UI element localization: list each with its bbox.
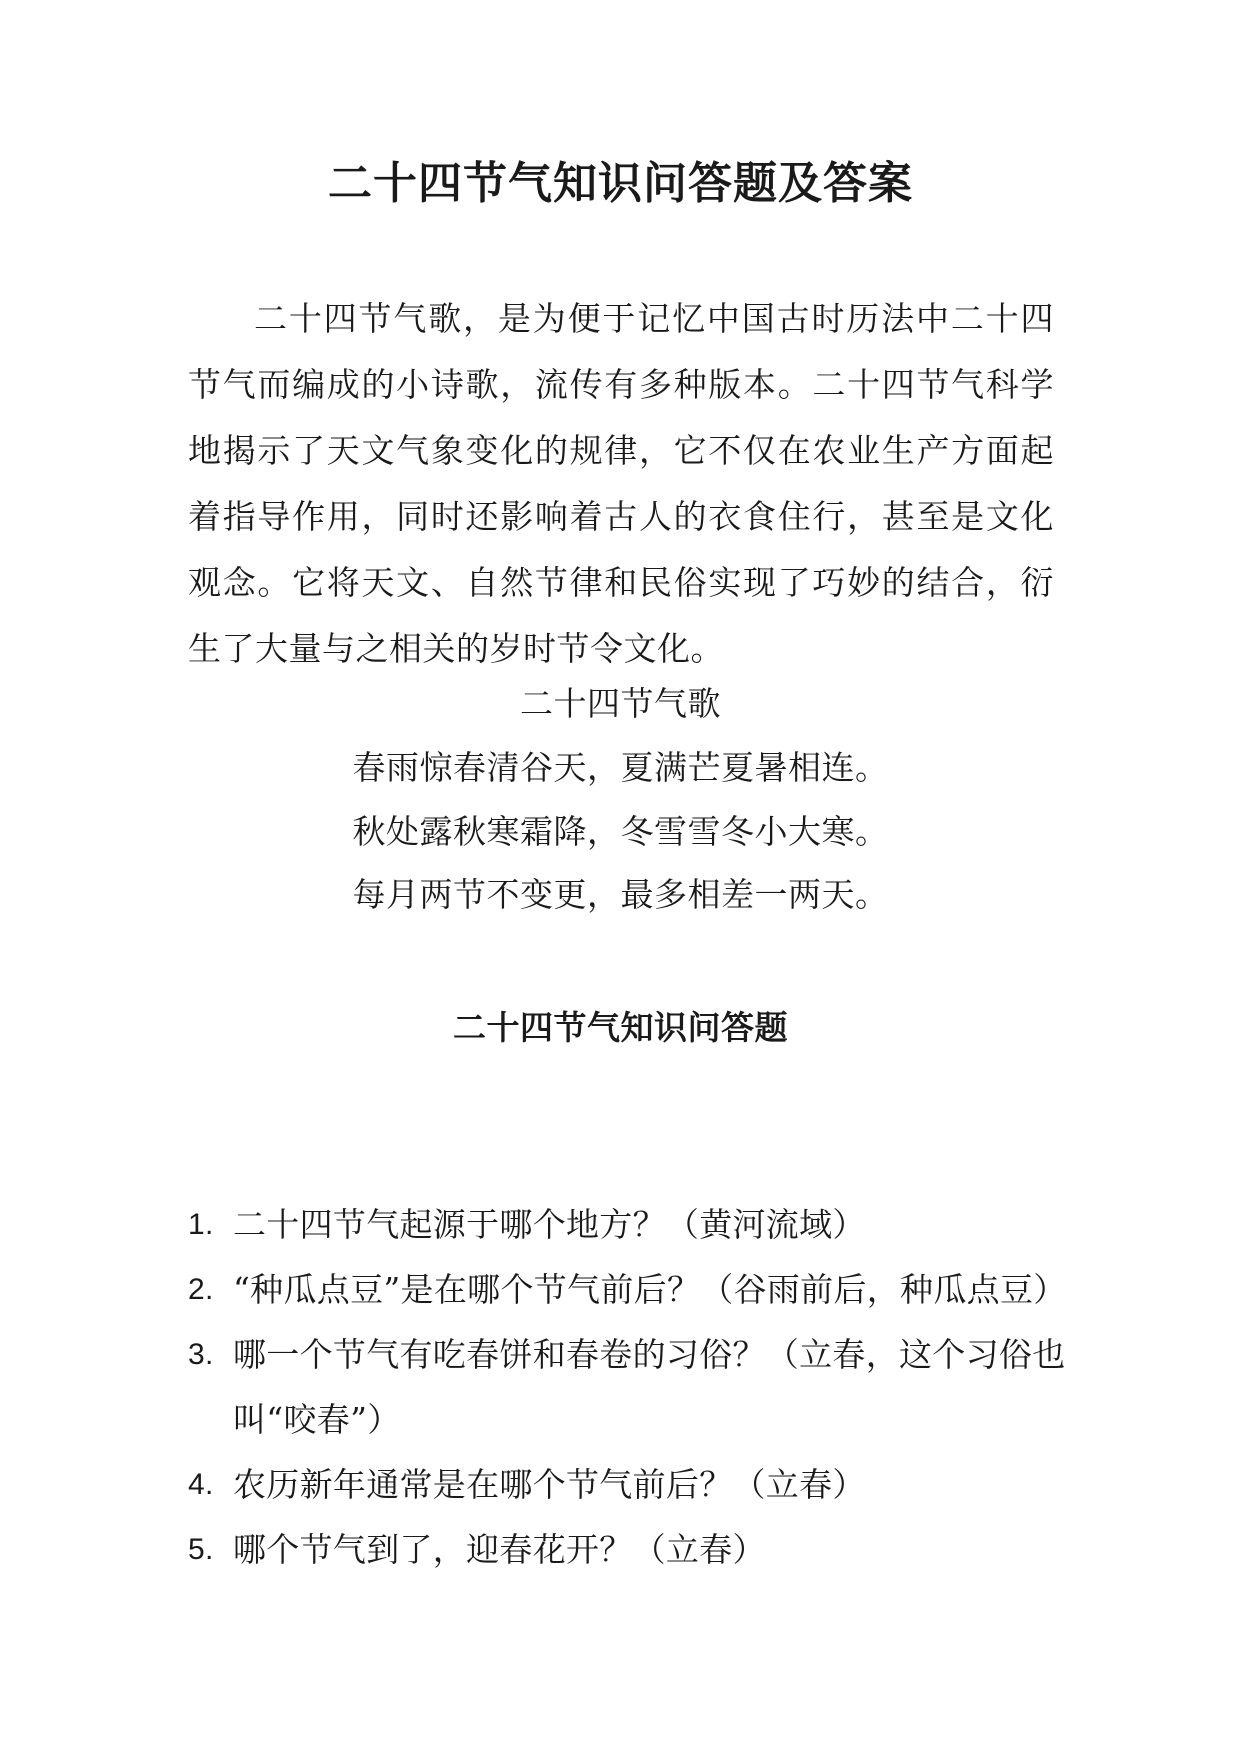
question-text: 二十四节气起源于哪个地方？（黄河流域） (233, 1205, 866, 1244)
question-text: 农历新年通常是在哪个节气前后？（立春） (233, 1465, 866, 1504)
question-text: 哪一个节气有吃春饼和春卷的习俗？（立春，这个习俗也叫“咬春”） (233, 1335, 1066, 1439)
poem-title: 二十四节气歌 (520, 684, 721, 723)
question-item-4 (188, 1452, 1068, 1517)
question-item-3 (188, 1322, 1068, 1452)
intro-paragraph: 二十四节气歌，是为便于记忆中国古时历法中二十四节气而编成的小诗歌，流传有多种版本。二十四节气科学地揭示了天文气象变化的规律，它不仅在农业生产方面起着指导作用，同时还影响着古人的衣食住行，甚至是文化观念。它将天文、自然节律和民俗实现了巧妙的结合，衍生了大量与之相关的岁时节令文化。 (188, 299, 1054, 668)
question-number: 4. (188, 1468, 214, 1501)
question-number: 2. (188, 1273, 214, 1306)
question-item-1 (188, 1192, 1068, 1257)
question-number: 5. (188, 1533, 214, 1566)
question-list (188, 1192, 1068, 1582)
poem-line-2: 秋处露秋寒霜降，冬雪雪冬小大寒。 (352, 812, 889, 851)
question-number: 1. (188, 1208, 214, 1241)
poem-line-1: 春雨惊春清谷天，夏满芒夏暑相连。 (352, 748, 889, 787)
question-text: “种瓜点豆”是在哪个节气前后？（谷雨前后，种瓜点豆） (233, 1270, 1067, 1309)
poem-line-3: 每月两节不变更，最多相差一两天。 (352, 875, 889, 914)
question-item-5 (188, 1517, 1068, 1582)
question-text: 哪个节气到了，迎春花开？（立春） (233, 1530, 766, 1569)
section-subtitle: 二十四节气知识问答题 (453, 1008, 788, 1047)
question-number: 3. (188, 1338, 214, 1371)
document-title: 二十四节气知识问答题及答案 (328, 158, 913, 209)
question-item-2 (188, 1257, 1068, 1322)
